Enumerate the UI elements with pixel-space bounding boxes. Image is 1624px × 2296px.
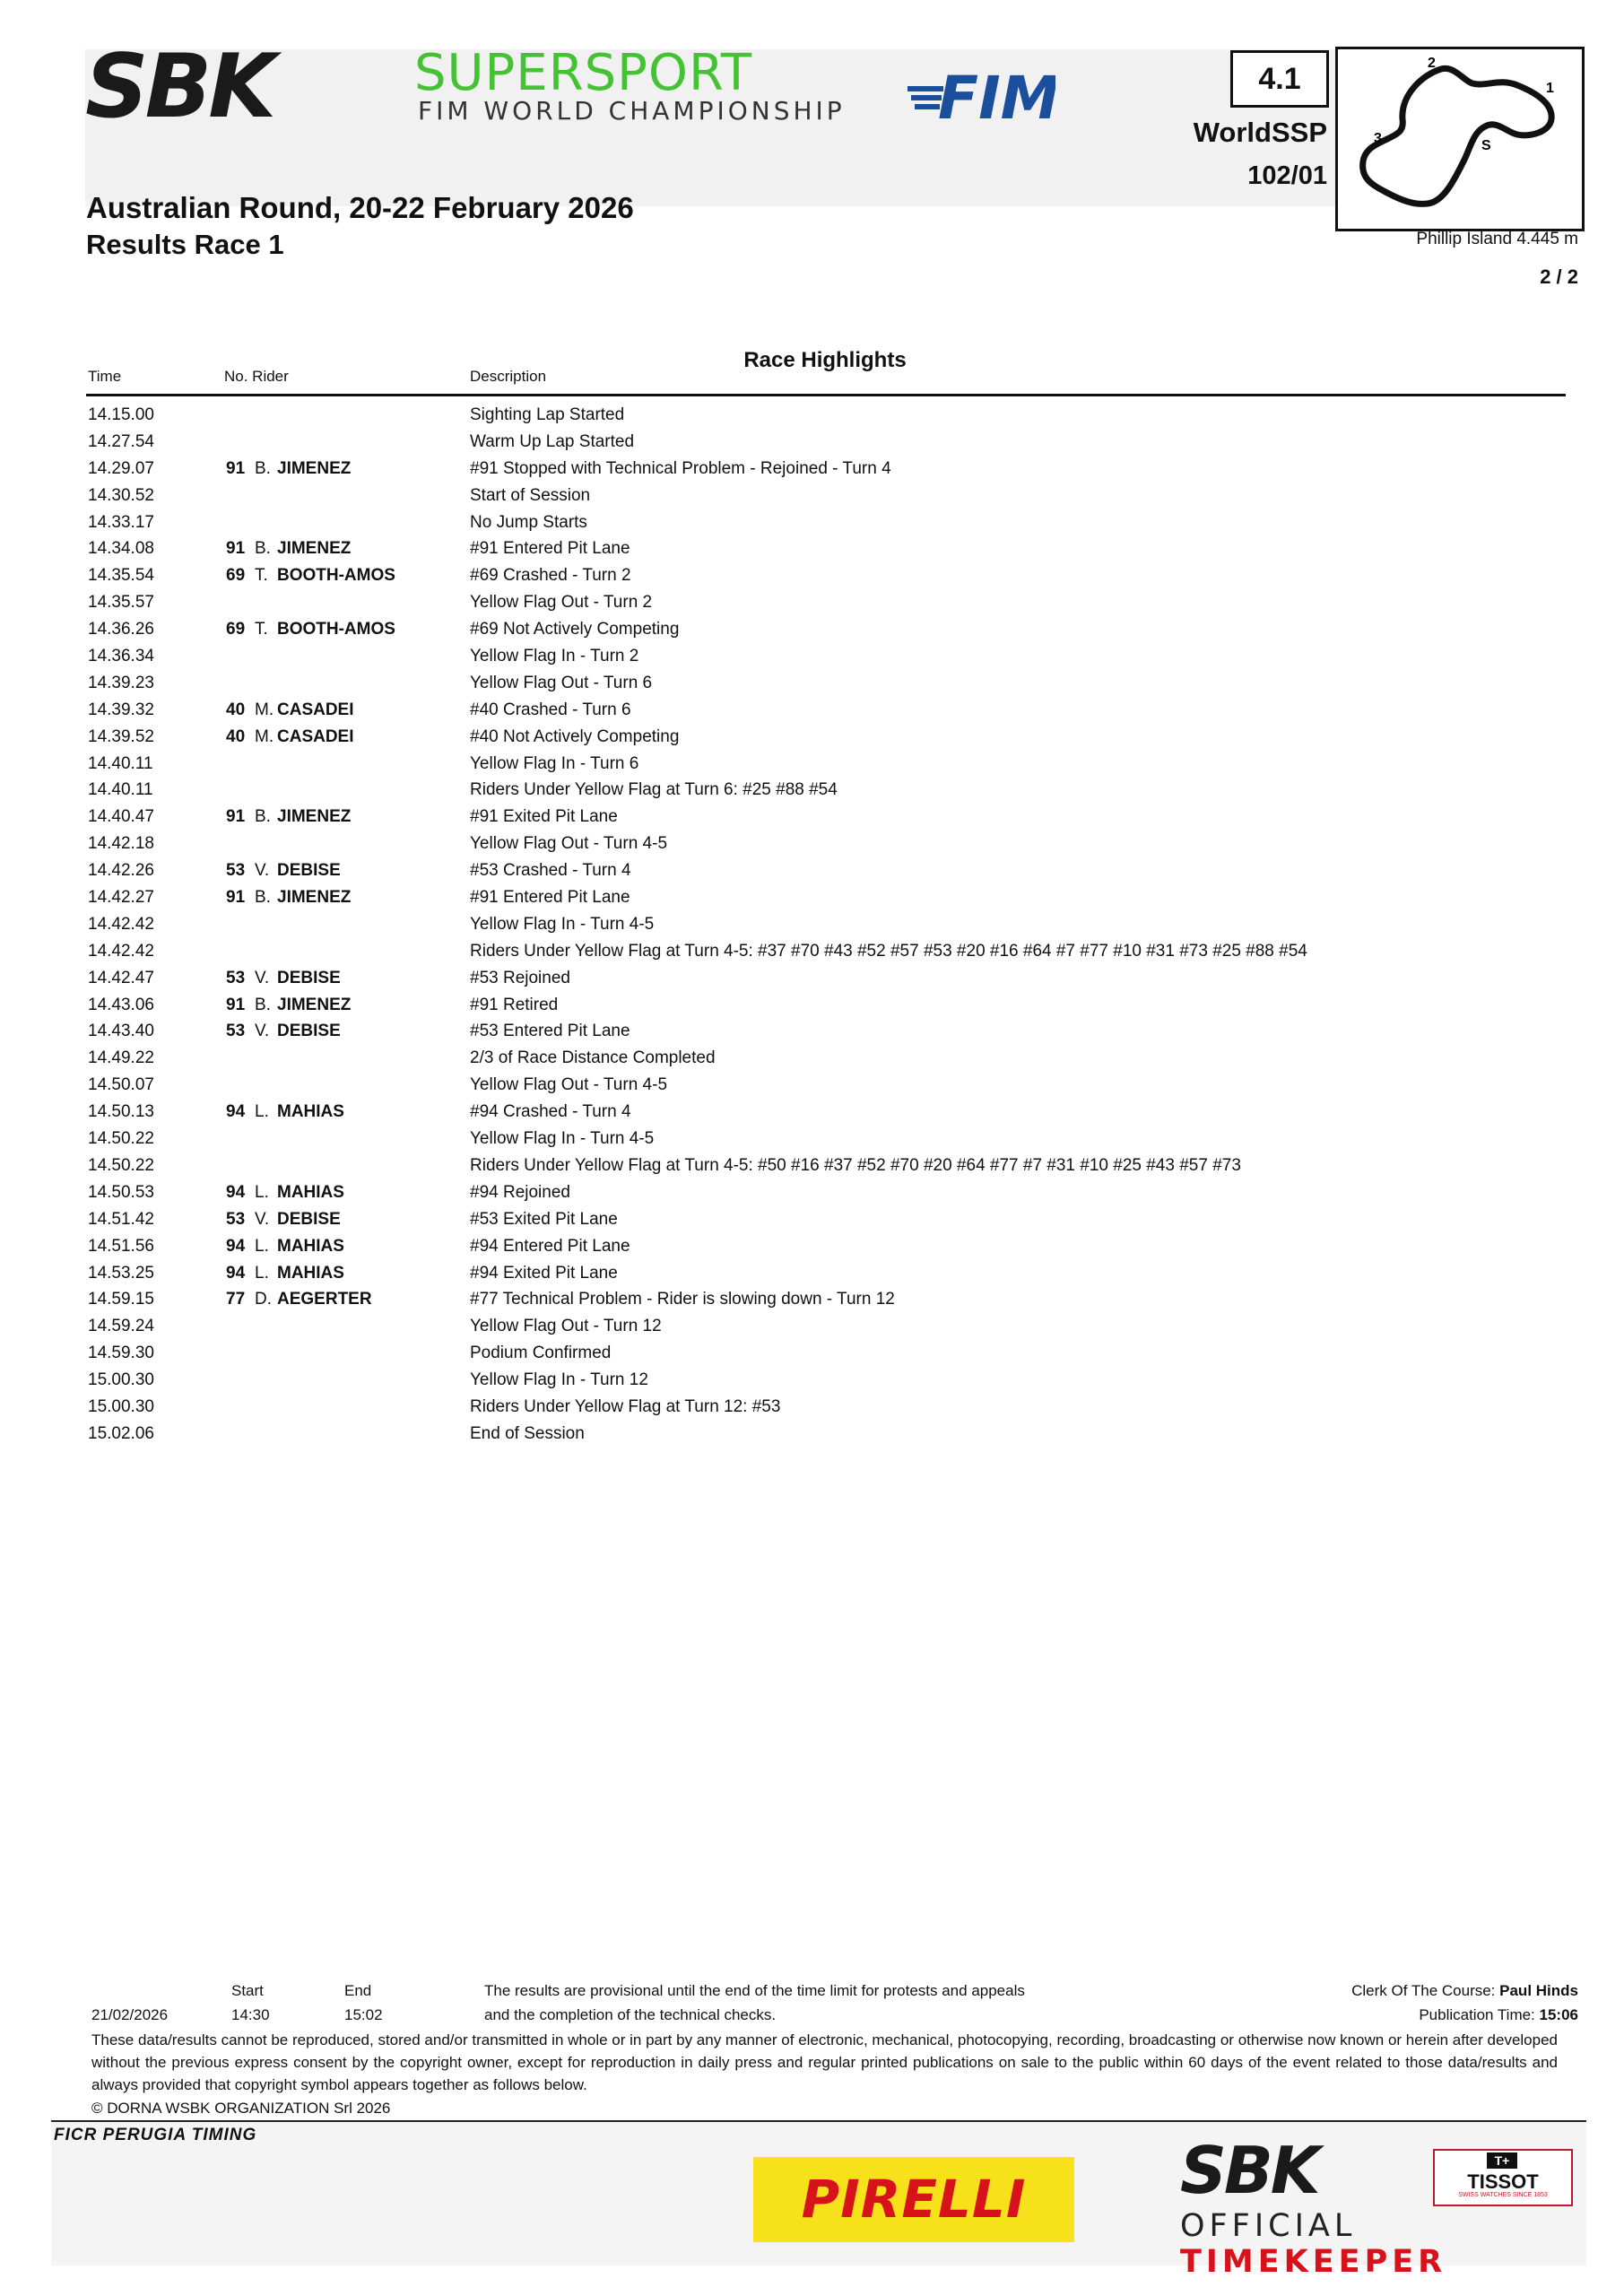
cell-time: 14.59.15 (88, 1290, 154, 1309)
cell-rider-name: JIMENEZ (277, 807, 352, 827)
cell-rider-name: MAHIAS (277, 1182, 344, 1202)
cell-description: Yellow Flag Out - Turn 4-5 (470, 834, 668, 854)
cell-time: 14.30.52 (88, 485, 154, 505)
page-number: 2 / 2 (1540, 265, 1578, 288)
cell-rider-name: DEBISE (277, 861, 341, 881)
table-row (86, 1072, 1566, 1099)
fim-logo-graphic (908, 63, 1055, 126)
table-row (86, 535, 1566, 562)
cell-rider-initial: B. (255, 888, 271, 908)
turn-label-s: S (1481, 138, 1491, 153)
cell-rider-initial: V. (255, 1209, 270, 1229)
cell-rider-initial: B. (255, 807, 271, 827)
event-subtitle: Results Race 1 (86, 229, 284, 260)
cell-time: 14.42.42 (88, 941, 154, 961)
table-row (86, 1233, 1566, 1260)
table-row (86, 1179, 1566, 1206)
turn-label-1: 1 (1546, 81, 1554, 96)
fim-stripe-2 (911, 95, 942, 100)
cell-description: #53 Exited Pit Lane (470, 1209, 618, 1229)
table-row (86, 777, 1566, 804)
cell-rider-name: DEBISE (277, 1209, 341, 1229)
class-code: 102/01 (1247, 161, 1327, 190)
table-row (86, 965, 1566, 992)
cell-rider-number: 94 (226, 1182, 246, 1202)
cell-rider-initial: T. (255, 566, 268, 586)
cell-description: #94 Exited Pit Lane (470, 1263, 618, 1283)
table-row (86, 724, 1566, 751)
pirelli-logo (753, 2157, 1074, 2242)
table-row (86, 1394, 1566, 1421)
cell-description: #69 Not Actively Competing (470, 620, 680, 639)
turn-label-3: 3 (1374, 131, 1382, 146)
cell-rider-name: BOOTH-AMOS (277, 566, 395, 586)
cell-rider-number: 77 (226, 1290, 246, 1309)
cell-description: Riders Under Yellow Flag at Turn 4-5: #37 #70 #43 #52 #57 #53 #20 #16 #64 #7 #77 #10 #31 #73 #25 #88 #54 (470, 941, 1307, 961)
track-map-graphic (1338, 49, 1582, 229)
swiss-cross-icon: T+ (1487, 2152, 1517, 2169)
cell-description: Sighting Lap Started (470, 405, 625, 424)
clerk-label: Clerk Of The Course: (1351, 1982, 1496, 1999)
turn-label-2: 2 (1428, 56, 1436, 71)
cell-description: Start of Session (470, 485, 591, 505)
fim-logo-text: FIM (938, 64, 1055, 126)
sbk-logo: SBK (85, 36, 274, 138)
table-row (86, 911, 1566, 938)
cell-description: #77 Technical Problem - Rider is slowing down - Turn 12 (470, 1290, 895, 1309)
cell-description: #91 Stopped with Technical Problem - Rejoined - Turn 4 (470, 458, 891, 478)
cell-time: 14.15.00 (88, 405, 154, 424)
cell-rider-initial: L. (255, 1102, 269, 1122)
cell-time: 14.49.22 (88, 1048, 154, 1068)
cell-description: End of Session (470, 1423, 585, 1443)
cell-rider-number: 91 (226, 995, 246, 1014)
cell-time: 14.51.42 (88, 1209, 154, 1229)
cell-time: 14.40.11 (88, 753, 153, 773)
series-title: SUPERSPORT (414, 44, 753, 102)
table-row (86, 562, 1566, 589)
cell-time: 14.59.30 (88, 1344, 154, 1363)
start-time: 14:30 (231, 2006, 270, 2023)
cell-time: 14.33.17 (88, 512, 154, 532)
provisional-note-line2: and the completion of the technical checks. (484, 2006, 777, 2023)
table-row (86, 751, 1566, 778)
clerk-name: Paul Hinds (1499, 1982, 1578, 1999)
table-row (86, 1206, 1566, 1233)
cell-time: 14.39.23 (88, 673, 154, 692)
cell-time: 14.27.54 (88, 431, 154, 451)
cell-rider-number: 53 (226, 1022, 246, 1041)
cell-rider-initial: L. (255, 1182, 269, 1202)
timing-provider: FICR PERUGIA TIMING (54, 2126, 257, 2144)
table-row (86, 1313, 1566, 1340)
clerk-of-course (1166, 1979, 1578, 2003)
table-row (86, 1018, 1566, 1045)
table-row (86, 992, 1566, 1019)
cell-rider-number: 94 (226, 1102, 246, 1122)
cell-time: 15.00.30 (88, 1396, 154, 1416)
cell-description: #91 Entered Pit Lane (470, 888, 630, 908)
cell-description: 2/3 of Race Distance Completed (470, 1048, 716, 1068)
cell-rider-initial: M. (255, 726, 274, 746)
cell-description: Yellow Flag Out - Turn 6 (470, 673, 653, 692)
cell-time: 14.42.26 (88, 861, 154, 881)
table-row (86, 1152, 1566, 1179)
cell-description: Yellow Flag In - Turn 6 (470, 753, 639, 773)
session-date: 21/02/2026 (91, 2006, 169, 2023)
cell-rider-number: 53 (226, 968, 246, 987)
cell-rider-initial: V. (255, 1022, 270, 1041)
cell-time: 14.43.06 (88, 995, 154, 1014)
table-row (86, 509, 1566, 536)
cell-time: 14.36.26 (88, 620, 154, 639)
cell-rider-number: 94 (226, 1236, 246, 1256)
tissot-tagline: SWISS WATCHES SINCE 1853 (1458, 2192, 1548, 2198)
section-title: Race Highlights (743, 348, 907, 372)
table-row (86, 616, 1566, 643)
cell-description: #94 Rejoined (470, 1182, 570, 1202)
cell-rider-initial: V. (255, 968, 270, 987)
track-map (1335, 47, 1585, 231)
cell-time: 14.50.53 (88, 1182, 154, 1202)
cell-rider-initial: D. (255, 1290, 272, 1309)
table-row (86, 831, 1566, 857)
cell-rider-number: 53 (226, 1209, 246, 1229)
column-header-rider: No. Rider (224, 368, 289, 385)
cell-rider-name: JIMENEZ (277, 539, 352, 559)
cell-time: 15.02.06 (88, 1423, 154, 1443)
official-label: OFFICIAL (1180, 2208, 1357, 2244)
cell-description: #40 Not Actively Competing (470, 726, 680, 746)
table-row (86, 1286, 1566, 1313)
cell-time: 15.00.30 (88, 1370, 154, 1390)
cell-time: 14.42.47 (88, 968, 154, 987)
cell-rider-name: JIMENEZ (277, 995, 352, 1014)
table-row (86, 402, 1566, 429)
table-row (86, 483, 1566, 509)
cell-description: #53 Entered Pit Lane (470, 1022, 630, 1041)
cell-description: #91 Retired (470, 995, 559, 1014)
cell-rider-number: 40 (226, 726, 246, 746)
timekeeper-label: TIMEKEEPER (1180, 2244, 1447, 2280)
cell-description: Riders Under Yellow Flag at Turn 6: #25 #88 #54 (470, 780, 838, 800)
cell-description: Riders Under Yellow Flag at Turn 4-5: #50 #16 #37 #52 #70 #20 #64 #77 #7 #31 #10 #25 #43 #57 #73 (470, 1155, 1241, 1175)
cell-description: #94 Crashed - Turn 4 (470, 1102, 631, 1122)
cell-description: #91 Exited Pit Lane (470, 807, 618, 827)
class-name: WorldSSP (1193, 117, 1327, 148)
track-outline (1363, 68, 1552, 204)
cell-rider-name: AEGERTER (277, 1290, 372, 1309)
end-time: 15:02 (344, 2006, 383, 2023)
column-header-description: Description (470, 368, 547, 385)
table-row (86, 857, 1566, 884)
fim-stripe-3 (915, 104, 940, 109)
cell-rider-name: BOOTH-AMOS (277, 620, 395, 639)
sbk-small-logo: SBK (1180, 2133, 1318, 2208)
table-row (86, 1421, 1566, 1448)
footer-rule (51, 2120, 1586, 2122)
table-row (86, 429, 1566, 456)
table-row (86, 804, 1566, 831)
cell-description: No Jump Starts (470, 512, 587, 532)
cell-description: #53 Crashed - Turn 4 (470, 861, 631, 881)
cell-description: Yellow Flag In - Turn 2 (470, 647, 639, 666)
cell-time: 14.29.07 (88, 458, 154, 478)
cell-rider-initial: M. (255, 700, 274, 719)
cell-time: 14.42.18 (88, 834, 154, 854)
cell-rider-initial: B. (255, 458, 271, 478)
table-row (86, 697, 1566, 724)
pirelli-logo-text: PIRELLI (801, 2169, 1027, 2230)
cell-rider-number: 91 (226, 807, 246, 827)
cell-time: 14.40.11 (88, 780, 153, 800)
fim-logo (908, 63, 1055, 126)
cell-rider-number: 40 (226, 700, 246, 719)
cell-time: 14.42.27 (88, 888, 154, 908)
cell-rider-name: DEBISE (277, 968, 341, 987)
cell-time: 14.35.54 (88, 566, 154, 586)
table-row (86, 456, 1566, 483)
round-number: 4.1 (1230, 50, 1329, 108)
cell-description: Yellow Flag In - Turn 4-5 (470, 1129, 655, 1149)
cell-rider-name: MAHIAS (277, 1236, 344, 1256)
cell-time: 14.59.24 (88, 1317, 154, 1336)
cell-rider-initial: B. (255, 995, 271, 1014)
cell-description: Yellow Flag In - Turn 12 (470, 1370, 648, 1390)
cell-time: 14.35.57 (88, 593, 154, 613)
cell-time: 14.39.52 (88, 726, 154, 746)
cell-description: #53 Rejoined (470, 968, 570, 987)
table-row (86, 1099, 1566, 1126)
tissot-logo-text: TISSOT (1467, 2170, 1539, 2193)
provisional-note-line1: The results are provisional until the end of the time limit for protests and appeals (484, 1982, 1025, 1999)
cell-description: Yellow Flag Out - Turn 2 (470, 593, 653, 613)
cell-time: 14.50.22 (88, 1155, 154, 1175)
copyright-notice: © DORNA WSBK ORGANIZATION Srl 2026 (91, 2100, 391, 2117)
cell-description: Yellow Flag In - Turn 4-5 (470, 914, 655, 934)
cell-time: 14.40.47 (88, 807, 154, 827)
cell-rider-initial: L. (255, 1263, 269, 1283)
cell-rider-initial: V. (255, 861, 270, 881)
publication-label: Publication Time: (1419, 2006, 1535, 2023)
cell-rider-number: 91 (226, 539, 246, 559)
cell-time: 14.50.07 (88, 1075, 154, 1095)
table-row (86, 884, 1566, 911)
cell-time: 14.43.40 (88, 1022, 154, 1041)
copyright-disclaimer: These data/results cannot be reproduced, stored and/or transmitted in whole or in part by any manner of electronic, mechanical, photocopying, recording, broadcasting or otherwise now known or herein after developed without the previous express consent by the copyright owner, except for reproduction in daily press and regular printed publications on sale to the public within 60 days of the event related to those data/results and always provided that copyright symbol appears together as follows below. (91, 2031, 1558, 2093)
publication-value: 15:06 (1539, 2006, 1578, 2023)
column-header-time: Time (88, 368, 122, 385)
cell-time: 14.51.56 (88, 1236, 154, 1256)
cell-description: Yellow Flag Out - Turn 4-5 (470, 1075, 668, 1095)
cell-description: #91 Entered Pit Lane (470, 539, 630, 559)
header-rule (86, 394, 1566, 396)
cell-rider-name: MAHIAS (277, 1102, 344, 1122)
publication-time (1166, 2004, 1578, 2027)
table-row (86, 643, 1566, 670)
official-timekeeper (1180, 2208, 1624, 2280)
cell-rider-name: MAHIAS (277, 1263, 344, 1283)
cell-time: 14.50.13 (88, 1102, 154, 1122)
cell-description: #94 Entered Pit Lane (470, 1236, 630, 1256)
table-row (86, 938, 1566, 965)
cell-time: 14.34.08 (88, 539, 154, 559)
cell-rider-number: 91 (226, 458, 246, 478)
cell-rider-number: 91 (226, 888, 246, 908)
table-row (86, 1367, 1566, 1394)
table-row (86, 1340, 1566, 1367)
table-row (86, 1126, 1566, 1152)
cell-rider-name: DEBISE (277, 1022, 341, 1041)
cell-description: Warm Up Lap Started (470, 431, 635, 451)
cell-rider-name: JIMENEZ (277, 458, 352, 478)
cell-description: #69 Crashed - Turn 2 (470, 566, 631, 586)
table-row (86, 589, 1566, 616)
cell-time: 14.53.25 (88, 1263, 154, 1283)
cell-rider-name: CASADEI (277, 726, 354, 746)
cell-rider-number: 69 (226, 620, 246, 639)
table-row (86, 1045, 1566, 1072)
cell-rider-number: 94 (226, 1263, 246, 1283)
cell-time: 14.50.22 (88, 1129, 154, 1149)
table-row (86, 1260, 1566, 1287)
cell-rider-initial: L. (255, 1236, 269, 1256)
series-subtitle: FIM WORLD CHAMPIONSHIP (418, 96, 846, 126)
cell-rider-name: JIMENEZ (277, 888, 352, 908)
cell-time: 14.42.42 (88, 914, 154, 934)
cell-description: #40 Crashed - Turn 6 (470, 700, 631, 719)
cell-rider-number: 69 (226, 566, 246, 586)
cell-rider-name: CASADEI (277, 700, 354, 719)
cell-rider-number: 53 (226, 861, 246, 881)
tissot-logo (1433, 2149, 1573, 2206)
event-title: Australian Round, 20-22 February 2026 (86, 191, 634, 224)
cell-time: 14.39.32 (88, 700, 154, 719)
end-label: End (344, 1982, 372, 1999)
cell-time: 14.36.34 (88, 647, 154, 666)
highlights-table (86, 402, 1566, 1448)
table-row (86, 670, 1566, 697)
cell-rider-initial: B. (255, 539, 271, 559)
cell-description: Yellow Flag Out - Turn 12 (470, 1317, 662, 1336)
cell-description: Podium Confirmed (470, 1344, 612, 1363)
cell-rider-initial: T. (255, 620, 268, 639)
track-name: Phillip Island 4.445 m (1416, 230, 1578, 248)
cell-description: Riders Under Yellow Flag at Turn 12: #53 (470, 1396, 781, 1416)
start-label: Start (231, 1982, 264, 1999)
